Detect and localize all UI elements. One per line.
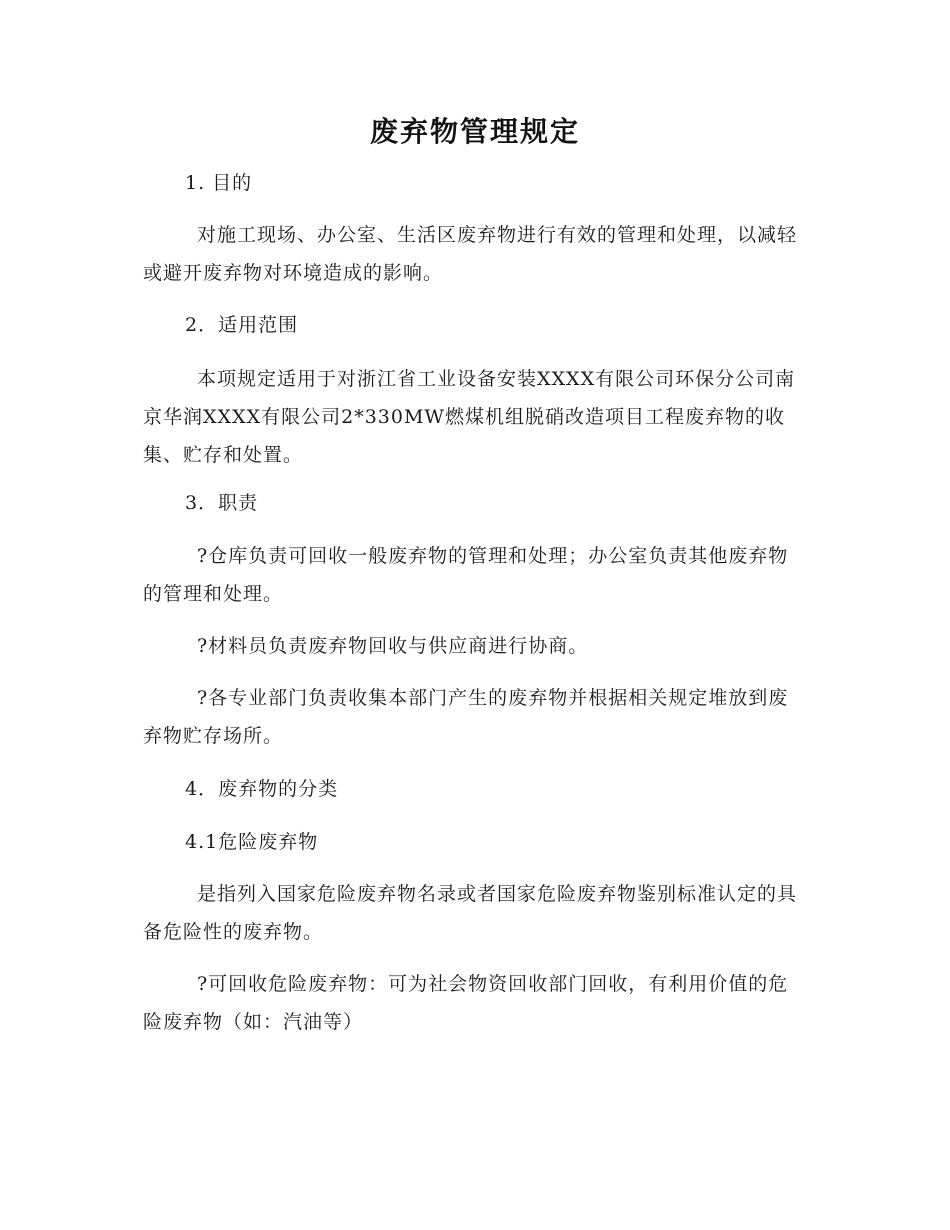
section-heading-scope: 2．适用范围 bbox=[185, 314, 299, 336]
document-title: 废弃物管理规定 bbox=[369, 115, 580, 148]
subsection-heading-hazardous: 4.1危险废弃物 bbox=[185, 831, 319, 853]
section-heading-classification: 4．废弃物的分类 bbox=[185, 778, 339, 800]
section-heading-responsibilities: 3．职责 bbox=[185, 492, 259, 514]
paragraph-materials-duty: ?材料员负责废弃物回收与供应商进行协商。 bbox=[197, 635, 589, 657]
paragraph-hazardous-definition: 是指列入国家危险废弃物名录或者国家危险废弃物鉴别标准认定的具备危险性的废弃物。 bbox=[143, 883, 798, 943]
paragraph-departments-duty: ?各专业部门负责收集本部门产生的废弃物并根据相关规定堆放到废弃物贮存场所。 bbox=[143, 687, 789, 747]
paragraph-warehouse-duty: ?仓库负责可回收一般废弃物的管理和处理；办公室负责其他废弃物的管理和处理。 bbox=[143, 545, 789, 605]
paragraph-recyclable-hazardous: ?可回收危险废弃物：可为社会物资回收部门回收，有利用价值的危险废弃物（如：汽油等） bbox=[143, 973, 789, 1033]
paragraph-purpose: 对施工现场、办公室、生活区废弃物进行有效的管理和处理，以减轻或避开废弃物对环境造成的影响。 bbox=[143, 224, 798, 284]
section-heading-purpose: 1. 目的 bbox=[185, 172, 253, 194]
paragraph-scope: 本项规定适用于对浙江省工业设备安装XXXX有限公司环保分公司南京华润XXXX有限公司2*330MW燃煤机组脱硝改造项目工程废弃物的收集、贮存和处置。 bbox=[143, 368, 796, 466]
